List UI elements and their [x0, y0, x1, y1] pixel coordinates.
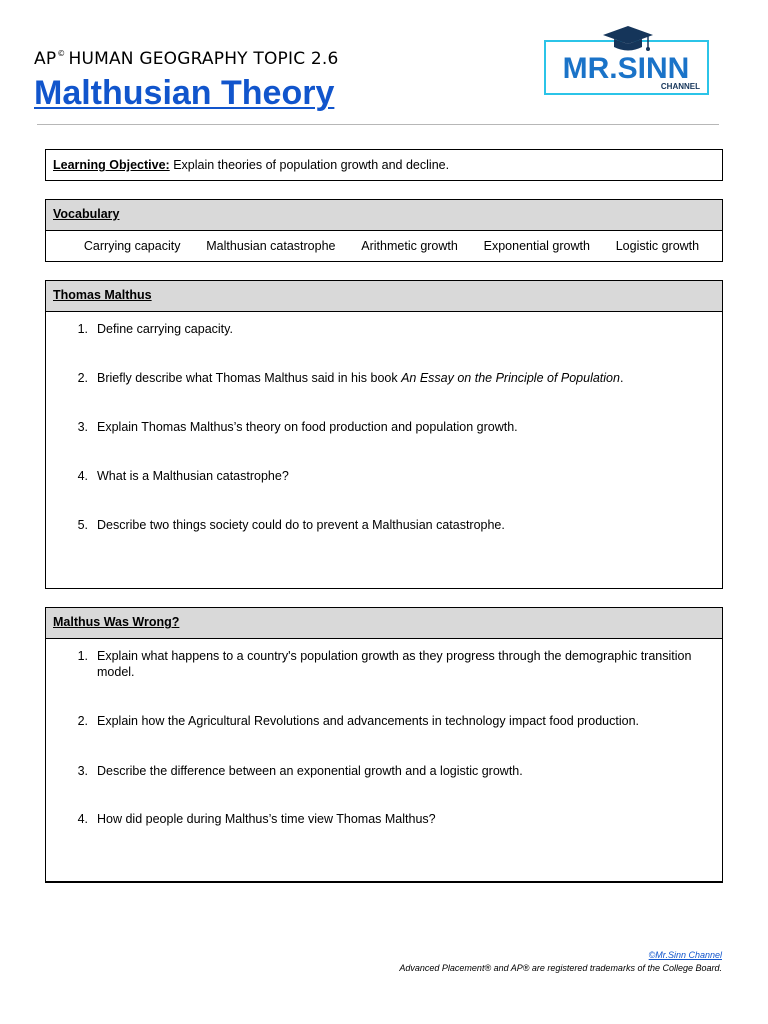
- question-text: Describe two things society could do to prevent a Malthusian catastrophe.: [97, 518, 505, 532]
- book-title: An Essay on the Principle of Population: [401, 371, 620, 385]
- learning-objective-box: [45, 149, 723, 181]
- trademark-notice: Advanced Placement® and AP® are registered trademarks of the College Board.: [399, 963, 722, 973]
- thomas-malthus-heading: Thomas Malthus: [53, 288, 152, 302]
- question-text-end: .: [619, 371, 624, 385]
- malthus-was-wrong-header: [46, 608, 722, 639]
- vocab-term: Logistic growth: [615, 239, 700, 253]
- question-text: How did people during Malthus’s time view Thomas Malthus?: [97, 812, 436, 826]
- page-title[interactable]: Malthusian Theory: [34, 74, 335, 112]
- question-text: Briefly describe what Thomas Malthus said in his book: [97, 371, 402, 385]
- vocabulary-header: [46, 200, 722, 231]
- question-text-wrap: [97, 370, 707, 386]
- question-text: Describe the difference between an exponential growth and a logistic growth.: [97, 764, 523, 778]
- logo-main-text: MR.SINN: [562, 52, 690, 85]
- ap-prefix: AP: [34, 49, 57, 69]
- question-number: 2.: [77, 371, 88, 385]
- question-text: Explain what happens to a country's population growth as they progress through the demographic transition model.: [97, 649, 692, 679]
- question-number: 1.: [77, 322, 88, 336]
- vocab-term: Arithmetic growth: [361, 239, 458, 253]
- header-divider: [37, 124, 719, 125]
- thomas-malthus-header: [46, 281, 722, 312]
- question-number: 5.: [77, 518, 88, 532]
- vocab-term: Malthusian catastrophe: [206, 239, 336, 253]
- mr-sinn-logo: [544, 26, 709, 96]
- ap-mark: ©: [57, 49, 66, 58]
- question-number: 3.: [77, 420, 88, 434]
- copyright-link[interactable]: ©Mr.Sinn Channel: [648, 950, 722, 960]
- question-number: 1.: [77, 649, 88, 663]
- learning-objective-label: Learning Objective:: [53, 158, 170, 172]
- question-number: 4.: [77, 469, 88, 483]
- vocabulary-box: [45, 199, 723, 262]
- question-text: Define carrying capacity.: [97, 322, 233, 336]
- vocab-term: Exponential growth: [483, 239, 590, 253]
- topic-heading: [34, 49, 339, 69]
- malthus-was-wrong-heading: Malthus Was Wrong?: [53, 615, 180, 629]
- question-text: Explain Thomas Malthus’s theory on food production and population growth.: [97, 420, 518, 434]
- malthus-was-wrong-box: [45, 607, 723, 883]
- question-text: Explain how the Agricultural Revolutions and advancements in technology impact food production.: [97, 714, 639, 728]
- vocabulary-terms: [46, 231, 722, 261]
- logo-sub-text: CHANNEL: [660, 82, 700, 91]
- question-number: 2.: [77, 714, 88, 728]
- thomas-malthus-box: [45, 280, 723, 589]
- learning-objective-text: Explain theories of population growth and decline.: [173, 158, 450, 172]
- question-number: 3.: [77, 764, 88, 778]
- question-number: 4.: [77, 812, 88, 826]
- vocabulary-heading: Vocabulary: [53, 207, 120, 221]
- vocab-term: Carrying capacity: [83, 239, 181, 253]
- topic-text: HUMAN GEOGRAPHY TOPIC 2.6: [68, 49, 339, 69]
- question-text: What is a Malthusian catastrophe?: [97, 469, 289, 483]
